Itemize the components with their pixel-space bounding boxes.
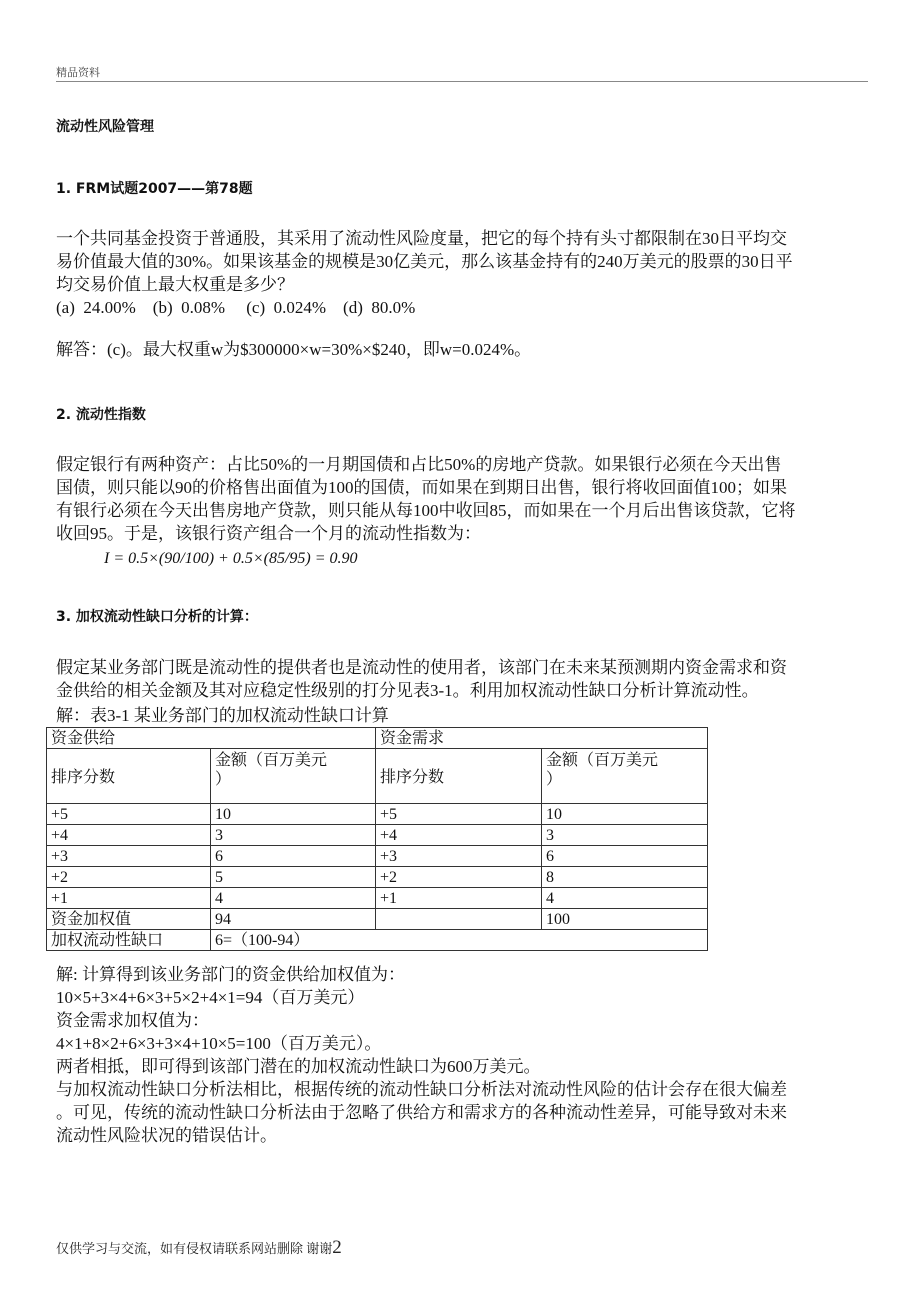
table-cell: 6 xyxy=(211,846,376,867)
section-3-solution xyxy=(56,963,868,1147)
empty-cell xyxy=(376,909,542,930)
demand-score-header: 排序分数 xyxy=(376,749,542,804)
body-line: 假定银行有两种资产：占比50%的一月期国债和占比50%的房地产贷款。如果银行必须在今天出售 xyxy=(56,455,782,474)
gap-row xyxy=(47,930,708,951)
table-cell: 8 xyxy=(542,867,708,888)
section-1-answer: 解答：(c)。最大权重w为$300000×w=30%×$240，即w=0.024%。 xyxy=(56,340,532,359)
table-cell: 3 xyxy=(542,825,708,846)
table-row xyxy=(47,825,708,846)
table-cell: +3 xyxy=(376,846,542,867)
solution-line: 流动性风险状况的错误估计。 xyxy=(56,1126,277,1145)
supply-header: 资金供给 xyxy=(47,728,376,749)
document-title: 流动性风险管理 xyxy=(56,119,154,135)
table-cell: +4 xyxy=(376,825,542,846)
solution-line: 10×5+3×4+6×3+5×2+4×1=94（百万美元） xyxy=(56,988,365,1007)
table-row xyxy=(47,804,708,825)
footer-text: 仅供学习与交流，如有侵权请联系网站删除 谢谢 xyxy=(56,1241,333,1256)
table-cell: +2 xyxy=(47,867,211,888)
table-cell: 4 xyxy=(542,888,708,909)
table-row xyxy=(47,867,708,888)
supply-amount-header: 金额（百万美元 ） xyxy=(211,749,376,804)
solution-line: 4×1+8×2+6×3+3×4+10×5=100（百万美元）。 xyxy=(56,1034,382,1053)
table-cell: 6 xyxy=(542,846,708,867)
table-cell: 10 xyxy=(211,804,376,825)
table-cell: 3 xyxy=(211,825,376,846)
table-cell: +1 xyxy=(47,888,211,909)
page-header: 精品资料 xyxy=(56,66,100,79)
demand-header: 资金需求 xyxy=(376,728,708,749)
table-cell: +5 xyxy=(376,804,542,825)
section-1-heading: 1. FRM试题2007——第78题 xyxy=(56,181,253,197)
table-cell: +1 xyxy=(376,888,542,909)
weighted-gap-table xyxy=(46,727,708,951)
weighted-supply: 94 xyxy=(211,909,376,930)
table-cell: +3 xyxy=(47,846,211,867)
solution-line: 解: 计算得到该业务部门的资金供给加权值为： xyxy=(56,965,405,984)
question-line: 一个共同基金投资于普通股，其采用了流动性风险度量，把它的每个持有头寸都限制在30日平均交 xyxy=(56,229,787,248)
page-number: 2 xyxy=(332,1237,342,1258)
gap-label: 加权流动性缺口 xyxy=(47,930,211,951)
table-caption: 解：表3-1 某业务部门的加权流动性缺口计算 xyxy=(56,706,389,725)
section-3-heading: 3. 加权流动性缺口分析的计算： xyxy=(56,609,258,625)
weighted-demand: 100 xyxy=(542,909,708,930)
body-line: 金供给的相关金额及其对应稳定性级别的打分见表3-1。利用加权流动性缺口分析计算流动性。 xyxy=(56,681,759,700)
answer-options: (a) 24.00% (b) 0.08% (c) 0.024% (d) 80.0% xyxy=(56,298,416,317)
body-line: 有银行必须在今天出售房地产贷款，则只能从每100中收回85，而如果在一个月后出售该贷款，它将 xyxy=(56,501,796,520)
section-2-body xyxy=(56,453,868,545)
table-row xyxy=(47,888,708,909)
table-cell: +5 xyxy=(47,804,211,825)
table-cell: 5 xyxy=(211,867,376,888)
table-cell: +2 xyxy=(376,867,542,888)
solution-line: 资金需求加权值为： xyxy=(56,1011,209,1030)
section-2-heading: 2. 流动性指数 xyxy=(56,407,146,423)
section-1-question xyxy=(56,227,868,319)
supply-score-header: 排序分数 xyxy=(47,749,211,804)
table-row xyxy=(47,846,708,867)
demand-amount-header: 金额（百万美元 ） xyxy=(542,749,708,804)
solution-line: 两者相抵，即可得到该部门潜在的加权流动性缺口为600万美元。 xyxy=(56,1057,541,1076)
table-cell: 4 xyxy=(211,888,376,909)
header-divider xyxy=(56,81,868,82)
body-line: 收回95。于是，该银行资产组合一个月的流动性指数为： xyxy=(56,524,481,543)
liquidity-index-formula: I = 0.5×(90/100) + 0.5×(85/95) = 0.90 xyxy=(104,550,358,567)
question-line: 易价值最大值的30%。如果该基金的规模是30亿美元，那么该基金持有的240万美元的股票的30日平 xyxy=(56,252,793,271)
body-line: 假定某业务部门既是流动性的提供者也是流动性的使用者，该部门在未来某预测期内资金需求和资 xyxy=(56,658,787,677)
weighted-value-row xyxy=(47,909,708,930)
gap-value: 6=（100-94） xyxy=(211,930,708,951)
solution-line: 。可见，传统的流动性缺口分析法由于忽略了供给方和需求方的各种流动性差异，可能导致对未来 xyxy=(56,1103,787,1122)
body-line: 国债，则只能以90的价格售出面值为100的国债，而如果在到期日出售，银行将收回面值100；如果 xyxy=(56,478,787,497)
page-footer xyxy=(56,1237,342,1259)
solution-line: 与加权流动性缺口分析法相比，根据传统的流动性缺口分析法对流动性风险的估计会存在很大偏差 xyxy=(56,1080,787,1099)
weighted-label: 资金加权值 xyxy=(47,909,211,930)
section-3-body xyxy=(56,656,868,702)
table-cell: +4 xyxy=(47,825,211,846)
table-cell: 10 xyxy=(542,804,708,825)
question-line: 均交易价值上最大权重是多少？ xyxy=(56,275,294,294)
